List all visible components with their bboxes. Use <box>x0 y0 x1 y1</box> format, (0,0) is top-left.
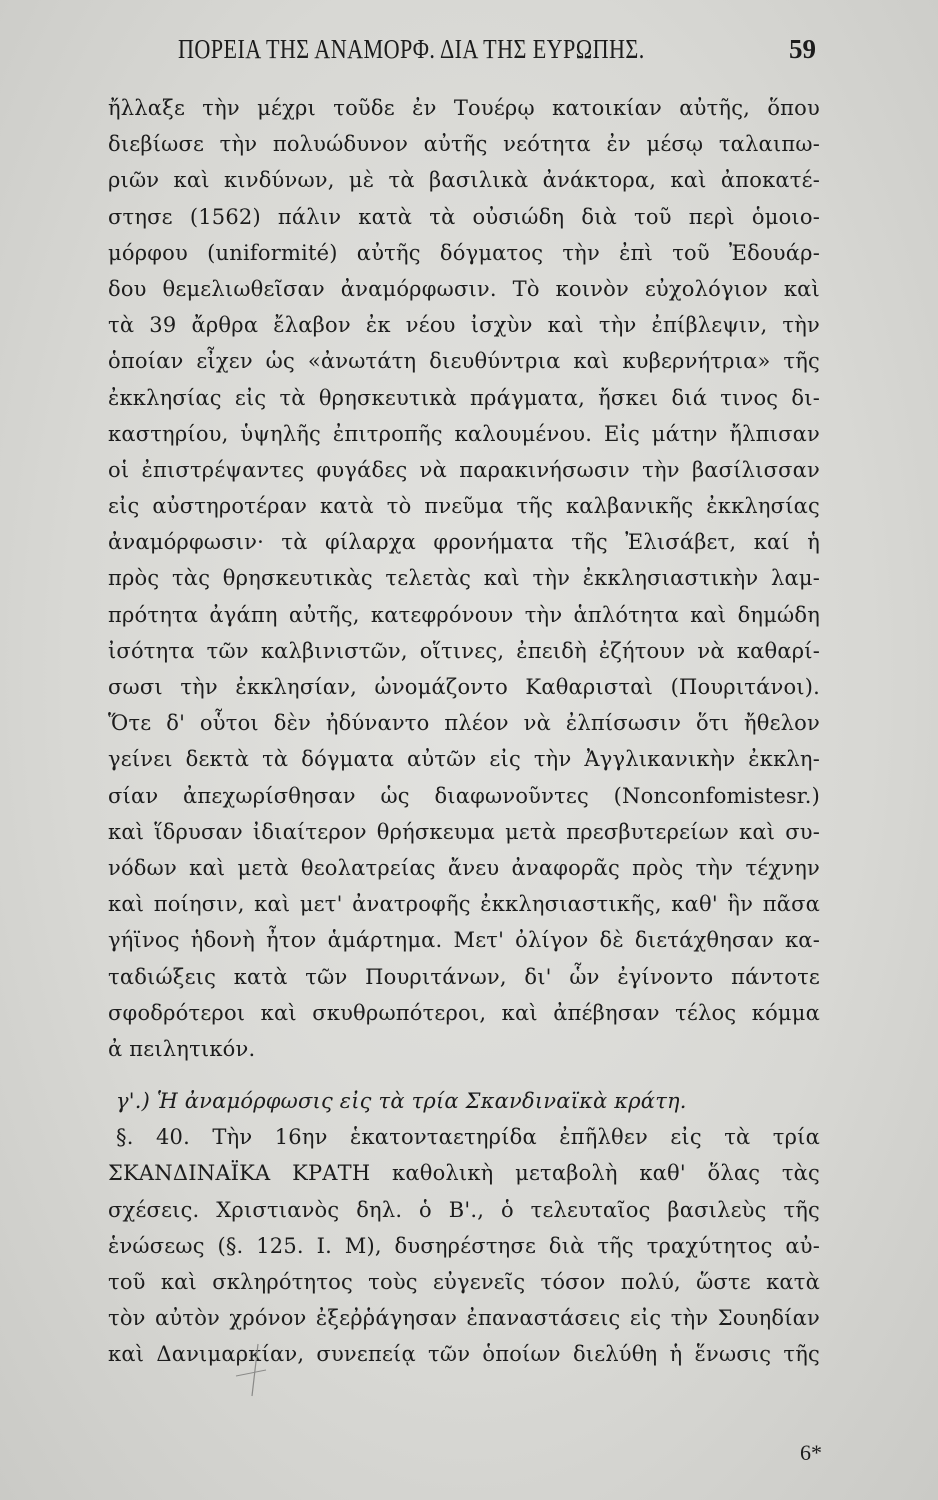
pencil-mark <box>230 1340 270 1400</box>
text-line: ἤλλαξε τὴν μέχρι τοῦδε ἐν Τουέρῳ κατοικίαν αὐτῆς, ὅπου <box>108 96 820 120</box>
text-line: §. 40. Τὴν 16ην ἑκατονταετηρίδα ἐπῆλθεν εἰς τὰ τρία <box>116 1125 820 1150</box>
text-line: καὶ ποίησιν, καὶ μετ' ἀνατροφῆς ἐκκλησιαστικῆς, καθ' ἣν πᾶσα <box>108 892 820 917</box>
text-line: σίαν ἀπεχωρίσθησαν ὡς διαφωνοῦντες (Nonconfomistesr.) <box>108 783 820 808</box>
text-line: τὸν αὐτὸν χρόνον ἐξεῤῥάγησαν ἐπαναστάσεις εἰς τὴν Σουηδίαν <box>108 1306 820 1331</box>
text-line: διεβίωσε τὴν πολυώδυνον αὐτῆς νεότητα ἐν μέσῳ ταλαιπω- <box>108 132 820 157</box>
text-line: ἑνώσεως (§. 125. I. M), δυσηρέστησε διὰ τῆς τραχύτητος αὐ- <box>108 1233 820 1258</box>
text-line: ἀ πειλητικόν. <box>108 1036 256 1061</box>
text-line: ΣΚΑΝΔΙΝΑΪΚΑ ΚΡΑΤΗ καθολικὴ μεταβολὴ καθ' ὅλας τὰς <box>108 1161 820 1186</box>
text-line: στησε (1562) πάλιν κατὰ τὰ οὐσιώδη διὰ τοῦ περὶ ὁμοιο- <box>108 204 820 229</box>
text-line: ἀναμόρφωσιν· τὰ φίλαρχα φρονήματα τῆς Ἐλισάβετ, καί ἡ <box>108 530 820 555</box>
running-head: ΠΟΡΕΙΑ ΤΗΣ ΑΝΑΜΟΡΦ. ΔΙΑ ΤΗΣ ΕΥΡΩΠΗΣ. <box>178 34 645 64</box>
text-line: μόρφου (uniformité) αὐτῆς δόγματος τὴν ἐπὶ τοῦ Ἐδουάρ- <box>108 240 820 265</box>
page-number: 59 <box>789 34 816 64</box>
signature-mark: 6* <box>800 1440 822 1465</box>
text-line: γείνει δεκτὰ τὰ δόγματα αὐτῶν εἰς τὴν Ἀγγλικανικὴν ἐκκλη- <box>108 747 820 772</box>
text-line: ἐκκλησίας εἰς τὰ θρησκευτικὰ πράγματα, ἤσκει διά τινος δι- <box>108 385 820 410</box>
text-line: ταδιώξεις κατὰ τῶν Πουριτάνων, δι' ὧν ἐγίνοντο πάντοτε <box>108 964 820 989</box>
text-line: ἰσότητα τῶν καλβινιστῶν, οἵτινες, ἐπειδὴ ἐζήτουν νὰ καθαρί- <box>108 638 820 663</box>
text-line: σωσι τὴν ἐκκλησίαν, ὠνομάζοντο Καθαρισταὶ (Πουριτάνοι). <box>108 675 820 699</box>
text-line: ριῶν καὶ κινδύνων, μὲ τὰ βασιλικὰ ἀνάκτορα, καὶ ἀποκατέ- <box>108 168 820 193</box>
text-line: καὶ ἵδρυσαν ἰδιαίτερον θρήσκευμα μετὰ πρεσβυτερείων καὶ συ- <box>108 819 820 844</box>
text-line: σφοδρότεροι καὶ σκυθρωπότεροι, καὶ ἀπέβησαν τέλος κόμμα <box>108 1000 820 1025</box>
page-body <box>108 90 820 1373</box>
text-line: πρότητα ἀγάπη αὐτῆς, κατεφρόνουν τὴν ἁπλότητα καὶ δημώδη <box>108 602 820 627</box>
text-line: σχέσεις. Χριστιανὸς δηλ. ὁ Β'., ὁ τελευταῖος βασιλεὺς τῆς <box>108 1197 820 1222</box>
text-line: τοῦ καὶ σκληρότητος τοὺς εὐγενεῖς τόσον πολύ, ὥστε κατὰ <box>108 1270 820 1294</box>
text-line: εἰς αὐστηροτέραν κατὰ τὸ πνεῦμα τῆς καλβανικῆς ἐκκλησίας <box>108 494 820 519</box>
text-line: νόδων καὶ μετὰ θεολατρείας ἄνευ ἀναφορᾶς πρὸς τὴν τέχνην <box>108 855 820 880</box>
text-line: καὶ Δανιμαρκίαν, συνεπείᾳ τῶν ὁποίων διελύθη ἡ ἕνωσις τῆς <box>108 1342 820 1367</box>
text-line: Ὅτε δ' οὗτοι δὲν ἠδύναντο πλέον νὰ ἐλπίσωσιν ὅτι ἤθελον <box>108 711 820 736</box>
text-line: ὁποίαν εἶχεν ὡς «ἀνωτάτη διευθύντρια καὶ κυβερνήτρια» τῆς <box>108 349 820 374</box>
text-line: καστηρίου, ὑψηλῆς ἐπιτροπῆς καλουμένου. Εἰς μάτην ἤλπισαν <box>108 421 820 446</box>
text-line: γήϊνος ἡδονὴ ἦτον ἁμάρτημα. Μετ' ὀλίγον δὲ διετάχθησαν κα- <box>108 928 820 953</box>
text-line: δου θεμελιωθεῖσαν ἀναμόρφωσιν. Τὸ κοινὸν εὐχολόγιον καὶ <box>108 276 820 301</box>
text-line: πρὸς τὰς θρησκευτικὰς τελετὰς καὶ τὴν ἐκκλησιαστικὴν λαμ- <box>108 566 820 591</box>
page-header <box>108 34 820 74</box>
text-line: οἱ ἐπιστρέψαντες φυγάδες νὰ παρακινήσωσιν τὴν βασίλισσαν <box>108 457 820 482</box>
section-heading: γ'.) Ἡ ἀναμόρφωσις εἰς τὰ τρία Σκανδιναϊκὰ κράτη. <box>116 1089 687 1114</box>
text-line: τὰ 39 ἄρθρα ἔλαβον ἐκ νέου ἰσχὺν καὶ τὴν ἐπίβλεψιν, τὴν <box>108 313 820 338</box>
